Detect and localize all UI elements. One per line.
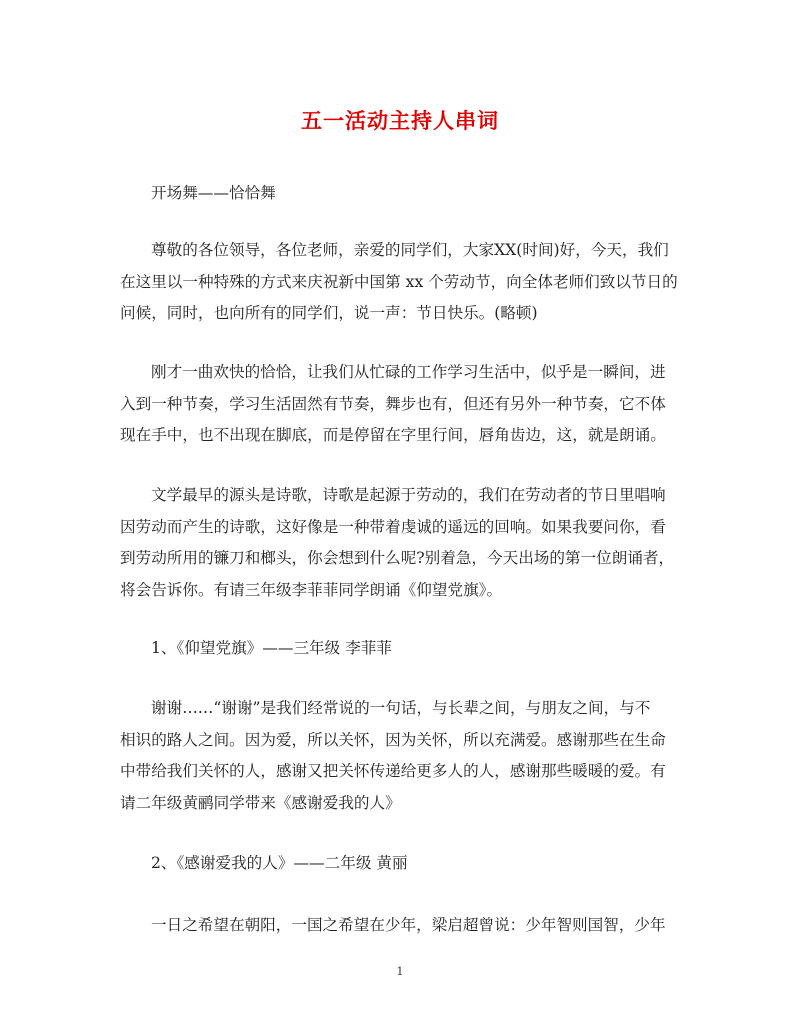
program-item-1 — [120, 633, 680, 665]
paragraph-line: 将会告诉你。有请三年级李菲菲同学朗诵《仰望党旗》。 — [120, 580, 503, 599]
paragraph-line: 现在手中，也不出现在脚底，而是停留在字里行间，唇角齿边，这，就是朗诵。 — [120, 426, 666, 444]
paragraph-line: 文学最早的源头是诗歌，诗歌是起源于劳动的，我们在劳动者的节日里唱响 — [151, 486, 666, 504]
paragraph-opening — [120, 178, 680, 210]
paragraph-youth — [120, 910, 680, 942]
paragraph-recitation-intro — [120, 357, 680, 452]
paragraph-line: 问候，同时，也向所有的同学们，说一声：节日快乐。(略顿) — [120, 304, 538, 322]
paragraph-line: 相识的路人之间。因为爱，所以关怀，因为关怀，所以充满爱。感谢那些在生命 — [120, 730, 666, 749]
document-title: 五一活动主持人串词 — [301, 108, 499, 133]
paragraph-line: 尊敬的各位领导，各位老师，亲爱的同学们，大家XX(时间)好，今天，我们 — [151, 241, 669, 259]
paragraph-line: 2、《感谢爱我的人》——二年级 黄丽 — [151, 854, 408, 872]
paragraph-greeting — [120, 235, 680, 330]
paragraph-line: 开场舞——恰恰舞 — [151, 184, 276, 202]
paragraph-line: 谢谢……“谢谢”是我们经常说的一句话，与长辈之间，与朋友之间，与不 — [151, 699, 651, 717]
paragraph-line: 中带给我们关怀的人，感谢又把关怀传递给更多人的人，感谢那些暖暖的爱。有 — [120, 762, 666, 780]
paragraph-line: 刚才一曲欢快的恰恰，让我们从忙碌的工作学习生活中，似乎是一瞬间，进 — [151, 363, 666, 381]
paragraph-line: 入到一种节奏，学习生活固然有节奏，舞步也有，但还有另外一种节奏，它不体 — [120, 394, 666, 413]
paragraph-line: 因劳动而产生的诗歌，这好像是一种带着虔诚的遥远的回响。如果我要问你，看 — [120, 517, 666, 536]
paragraph-line: 1、《仰望党旗》——三年级 李菲菲 — [151, 639, 392, 657]
paragraph-line: 请二年级黄鹂同学带来《感谢爱我的人》 — [120, 793, 401, 812]
paragraph-thanks — [120, 693, 680, 819]
paragraph-line: 到劳动所用的镰刀和榔头，你会想到什么呢?别着急，今天出场的第一位朗诵者， — [120, 549, 675, 567]
paragraph-poetry-origin — [120, 480, 680, 606]
paragraph-line: 在这里以一种特殊的方式来庆祝新中国第 xx 个劳动节，向全体老师们致以节日的 — [120, 272, 678, 291]
page-number: 1 — [396, 965, 404, 978]
paragraph-line: 一日之希望在朝阳，一国之希望在少年，梁启超曾说：少年智则国智，少年 — [151, 916, 666, 934]
program-item-2 — [120, 848, 680, 880]
